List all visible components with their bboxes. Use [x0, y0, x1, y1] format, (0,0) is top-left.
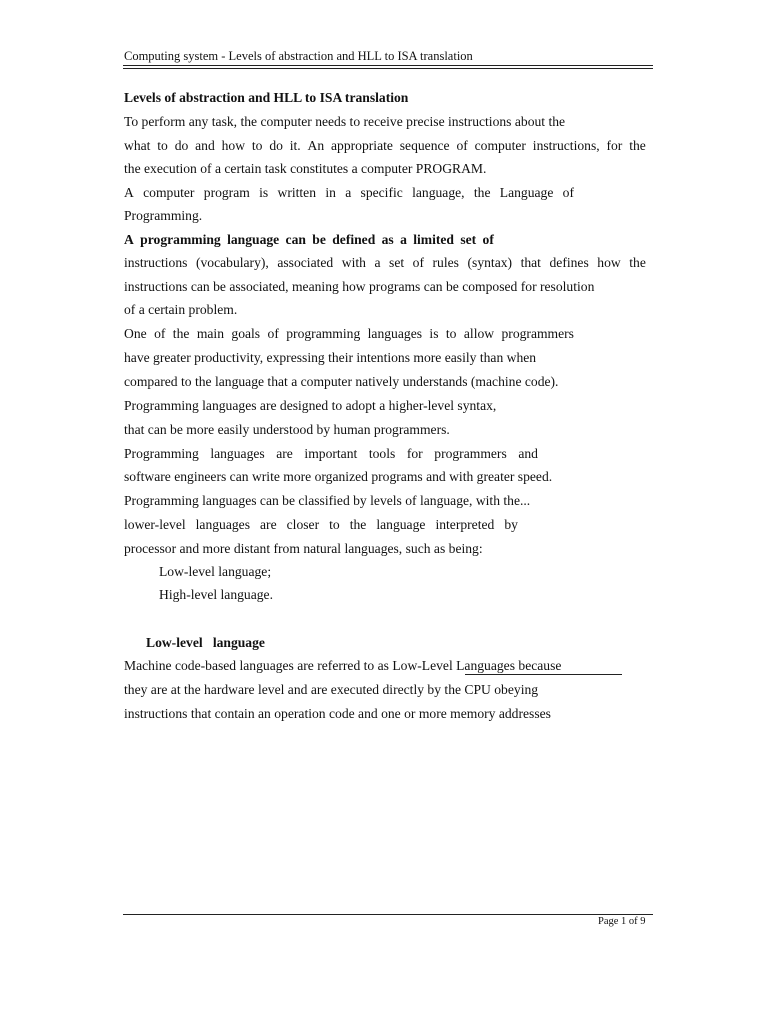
- paragraph-line: [124, 325, 574, 343]
- word: Language: [499, 185, 554, 200]
- running-header: Computing system - Levels of abstraction and HLL to ISA translation: [124, 49, 473, 63]
- word: Programming: [124, 446, 199, 461]
- page-number: Page 1 of 9: [598, 916, 646, 927]
- paragraph-line: [124, 516, 518, 534]
- word: A: [124, 232, 134, 247]
- word: programmers: [501, 326, 574, 341]
- word: languages: [195, 517, 250, 532]
- word: how: [221, 138, 246, 153]
- paragraph-line: of a certain problem.: [124, 302, 238, 317]
- word: in: [325, 185, 336, 200]
- list-item-text: Low-level language;: [159, 564, 272, 579]
- paragraph-line: [124, 254, 646, 272]
- paragraph-line: Programming languages can be classified by levels of language, with the...: [124, 493, 531, 508]
- paragraph-line: software engineers can write more organized programs and with greater speed.: [124, 469, 553, 484]
- word: programming: [286, 326, 361, 341]
- word: important: [304, 446, 358, 461]
- word: of: [412, 255, 424, 270]
- word: set: [389, 255, 405, 270]
- word: defined: [332, 232, 376, 247]
- word: programming: [140, 232, 221, 247]
- word: program: [203, 185, 250, 200]
- word: the: [629, 138, 646, 153]
- word: (syntax): [467, 255, 513, 270]
- word: defines: [549, 255, 589, 270]
- paragraph-line: processor and more distant from natural languages, such as being:: [124, 541, 483, 556]
- word: it.: [289, 138, 301, 153]
- word: One: [124, 326, 147, 341]
- word: the: [473, 185, 491, 200]
- word: programmers: [434, 446, 507, 461]
- section-heading: Levels of abstraction and HLL to ISA translation: [124, 90, 409, 105]
- word: instructions: [124, 255, 188, 270]
- footer-rule: [123, 914, 653, 915]
- word: a: [374, 255, 381, 270]
- word: An: [307, 138, 325, 153]
- word: main: [196, 326, 224, 341]
- word: instructions,: [532, 138, 600, 153]
- paragraph-line: Machine code-based languages are referred to as Low-Level Languages because: [124, 658, 562, 673]
- word: of: [154, 326, 166, 341]
- word: written: [277, 185, 317, 200]
- word: do: [269, 138, 283, 153]
- word: goals: [231, 326, 261, 341]
- word: allow: [463, 326, 495, 341]
- word: and: [518, 446, 538, 461]
- word: can: [285, 232, 306, 247]
- word: what: [124, 138, 151, 153]
- word: language,: [412, 185, 465, 200]
- word: the: [629, 255, 646, 270]
- word: rules: [432, 255, 459, 270]
- word: be: [312, 232, 326, 247]
- word: of: [562, 185, 574, 200]
- paragraph-line: Programming.: [124, 208, 203, 223]
- word: as: [381, 232, 394, 247]
- paragraph-line: instructions can be associated, meaning how programs can be composed for resolution: [124, 279, 595, 294]
- word: languages: [367, 326, 423, 341]
- word: set: [460, 232, 477, 247]
- word: (vocabulary),: [195, 255, 269, 270]
- word: for: [606, 138, 623, 153]
- word: language: [227, 232, 280, 247]
- word: sequence: [399, 138, 450, 153]
- word: that: [520, 255, 541, 270]
- paragraph-line: To perform any task, the computer needs to receive precise instructions about the: [124, 114, 566, 129]
- word: computer: [474, 138, 526, 153]
- list-item: [146, 586, 273, 604]
- word: languages: [210, 446, 265, 461]
- word: is: [429, 326, 439, 341]
- paragraph-line: that can be more easily understood by human programmers.: [124, 422, 450, 437]
- word: the: [349, 517, 367, 532]
- paragraph-line: have greater productivity, expressing their intentions more easily than when: [124, 350, 537, 365]
- word: by: [504, 517, 518, 532]
- word: limited: [413, 232, 454, 247]
- word: of: [267, 326, 279, 341]
- word: to: [445, 326, 457, 341]
- word: are: [276, 446, 293, 461]
- word: with: [341, 255, 366, 270]
- header-rule-double: [123, 68, 653, 69]
- word: computer: [143, 185, 195, 200]
- word: closer: [286, 517, 320, 532]
- word: of: [482, 232, 494, 247]
- word: A: [124, 185, 134, 200]
- paragraph-line: [124, 137, 646, 155]
- header-rule: [123, 65, 653, 66]
- list-item: [146, 563, 271, 581]
- paragraph-line: they are at the hardware level and are executed directly by the CPU obeying: [124, 682, 539, 697]
- paragraph-line: [124, 184, 574, 202]
- word: tools: [368, 446, 396, 461]
- word: how: [597, 255, 621, 270]
- paragraph-line: the execution of a certain task constitutes a computer PROGRAM.: [124, 161, 487, 176]
- word: and: [195, 138, 215, 153]
- word: to: [329, 517, 340, 532]
- word: to: [251, 138, 263, 153]
- paragraph-line: Programming languages are designed to adopt a higher-level syntax,: [124, 398, 497, 413]
- list-item-text: High-level language.: [159, 587, 273, 602]
- word: a: [345, 185, 352, 200]
- word: the: [172, 326, 190, 341]
- word: are: [260, 517, 277, 532]
- word: appropriate: [331, 138, 393, 153]
- word: lower-level: [124, 517, 186, 532]
- word: do: [174, 138, 189, 153]
- paragraph-line: compared to the language that a computer natively understands (machine code).: [124, 374, 559, 389]
- paragraph-line: [124, 445, 538, 463]
- word: associated: [277, 255, 334, 270]
- word: specific: [360, 185, 403, 200]
- word: language: [376, 517, 426, 532]
- word: for: [406, 446, 423, 461]
- paragraph-line: instructions that contain an operation code and one or more memory addresses: [124, 706, 551, 721]
- underline-rule: [465, 674, 622, 675]
- word: interpreted: [435, 517, 495, 532]
- word: is: [259, 185, 269, 200]
- word: a: [400, 232, 407, 247]
- subsection-heading: Low-level language: [146, 635, 265, 650]
- word: of: [456, 138, 468, 153]
- word: to: [157, 138, 168, 153]
- bold-definition-line: [124, 231, 494, 249]
